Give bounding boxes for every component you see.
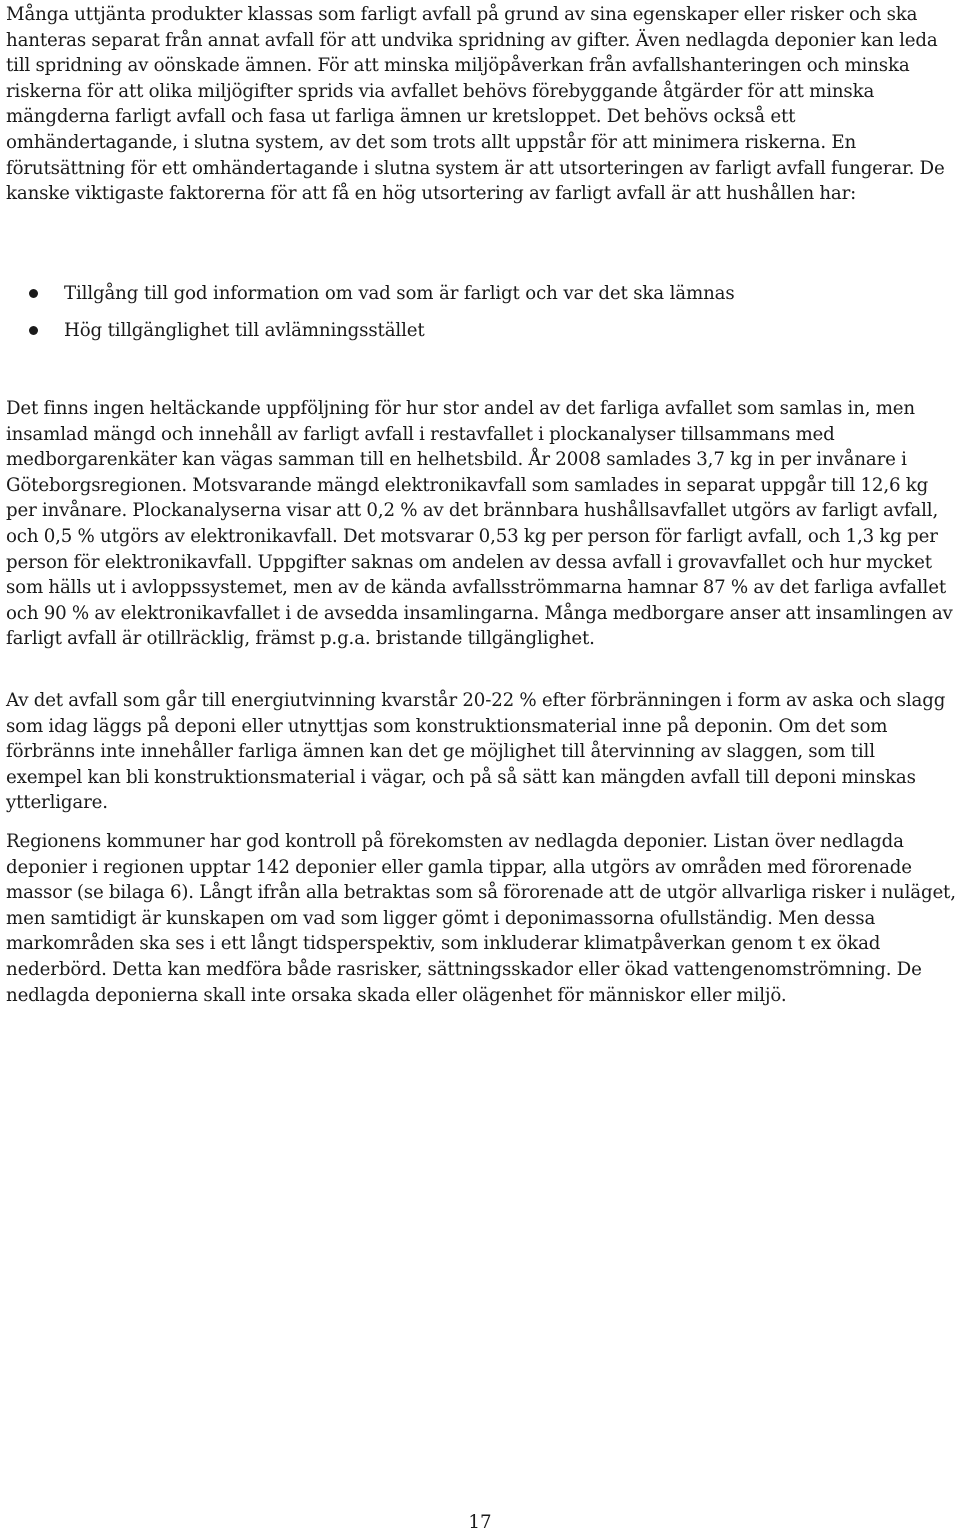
paragraph-followup: Det finns ingen heltäckande uppföljning för hur stor andel av det farliga avfallet som samlas in, men insamlad mängd och innehåll av farligt avfall i restavfallet i plockanalyser tillsammans med medborgarenkäter kan vägas samman till en helhetsbild. År 2008 samlades 3,7 kg in per invånare i Göteborgsregionen. Motsvarande mängd elektronikavfall som samlades in separat uppgår till 12,6 kg per invånare. Plockanalyserna visar att 0,2 % av det brännbara hushållsavfallet utgörs av farligt avfall, och 0,5 % utgörs av elektronikavfall. Det motsvarar 0,53 kg per person för farligt avfall, och 1,3 kg per person för elektronikavfall. Uppgifter saknas om andelen av dessa avfall i grovavfallet och hur mycket som hälls ut i avloppssystemet, men av de kända avfallsströmmarna hamnar 87 % av det farliga avfallet och 90 % av elektronikavfallet i de avsedda insamlingarna. Många medborgare anser att insamlingen av farligt avfall är otillräcklig, främst p.g.a. bristande tillgänglighet. (6, 398, 953, 650)
paragraph-intro: Många uttjänta produkter klassas som farligt avfall på grund av sina egenskaper eller risker och ska hanteras separat från annat avfall för att undvika spridning av gifter. Även nedlagda deponier kan leda till spridning av oönskade ämnen. För att minska miljöpåverkan från avfallshanteringen och minska riskerna för att olika miljögifter sprids via avfallet behövs förebyggande åtgärder för att minska mängderna farligt avfall och fasa ut farliga ämnen ur kretsloppet. Det behövs också ett omhändertagande, i slutna system, av det som trots allt uppstår för att minimera riskerna. En förutsättning för ett omhändertagande i slutna system är att utsorteringen av farligt avfall fungerar. De kanske viktigaste faktorerna för att få en hög utsortering av farligt avfall är att hushållen har: (6, 4, 945, 205)
paragraph-landfills: Regionens kommuner har god kontroll på förekomsten av nedlagda deponier. Listan över nedlagda deponier i regionen upptar 142 deponier eller gamla tippar, alla utgörs av områden med förorenade massor (se bilaga 6). Långt ifrån alla betraktas som så förorenade att de utgör allvarliga risker i nuläget, men samtidigt är kunskapen om vad som ligger gömt i deponimassorna ofullständig. Men dessa markområden ska ses i ett långt tidsperspektiv, som inkluderar klimatpåverkan genom t ex ökad nederbörd. Detta kan medföra både rasrisker, sättningsskador eller ökad vattengenomströmning. De nedlagda deponierna skall inte orsaka skada eller olägenhet för människor eller miljö. (6, 831, 956, 1006)
bullet-icon (29, 289, 38, 298)
list-item-text: Hög tillgänglighet till avlämningsstället (64, 320, 425, 341)
list-item-text: Tillgång till god information om vad som är farligt och var det ska lämnas (64, 283, 735, 304)
list-item (6, 281, 956, 318)
bullet-icon (29, 326, 38, 335)
page-number: 17 (468, 1512, 492, 1533)
list-item (6, 318, 956, 355)
bullet-list (6, 281, 956, 355)
paragraph-energy-recovery: Av det avfall som går till energiutvinning kvarstår 20-22 % efter förbränningen i form av aska och slagg som idag läggs på deponi eller utnyttjas som konstruktionsmaterial inne på deponin. Om det som förbränns inte innehåller farliga ämnen kan det ge möjlighet till återvinning av slaggen, som till exempel kan bli konstruktionsmaterial i vägar, och på så sätt kan mängden avfall till deponi minskas ytterligare. (6, 690, 946, 814)
